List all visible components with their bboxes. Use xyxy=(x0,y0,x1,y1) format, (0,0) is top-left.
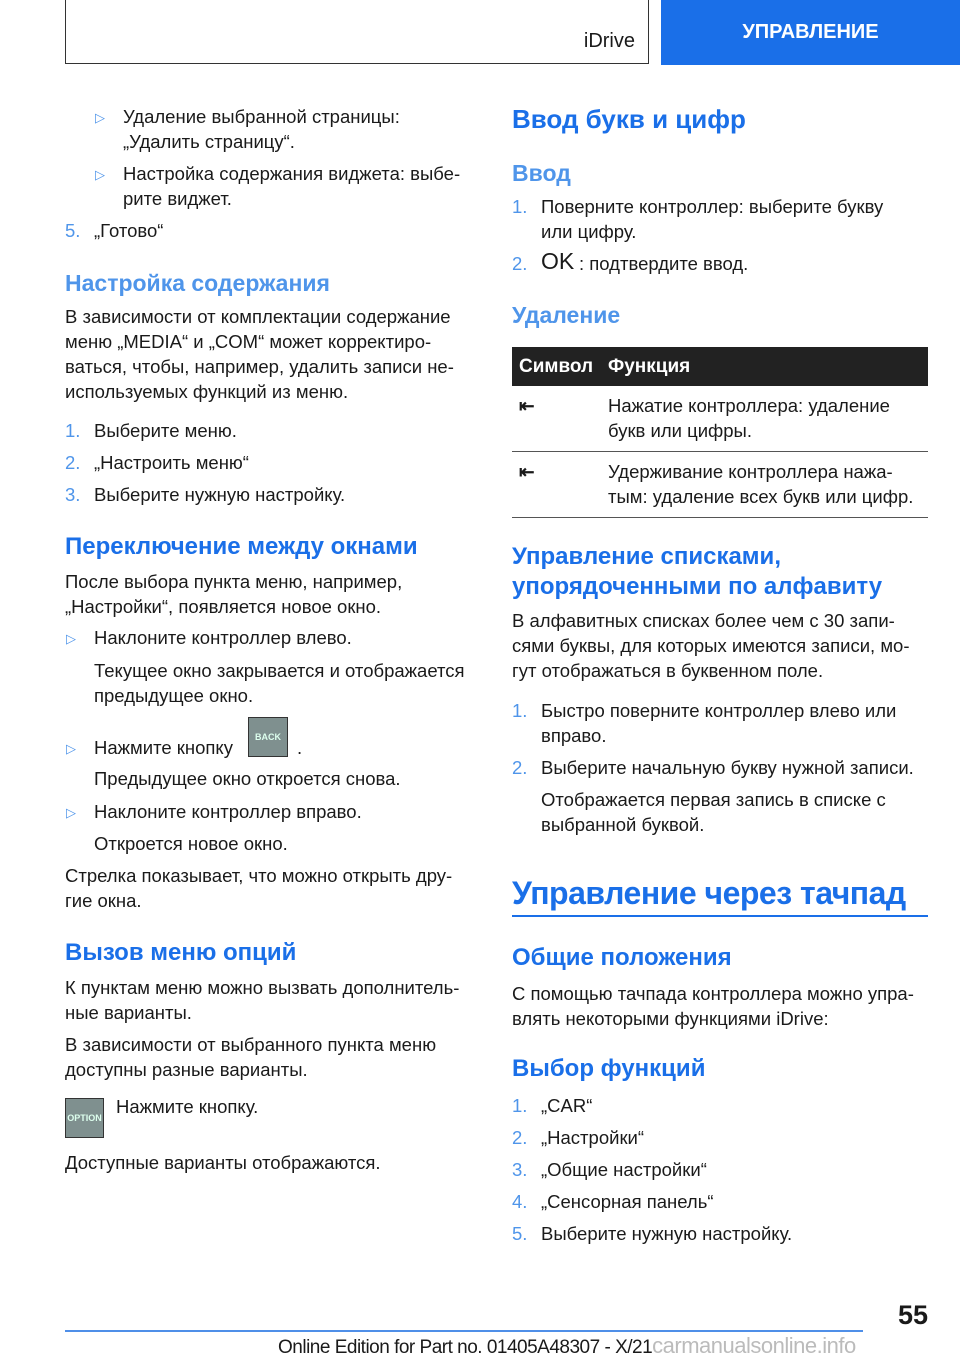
header-chapter: УПРАВЛЕНИЕ xyxy=(661,0,960,65)
step-text: Выберите меню. xyxy=(94,420,237,441)
bullet-text: Удаление выбранной страницы: „Удалить страницу“. xyxy=(123,106,400,152)
section-heading: Вызов меню опций xyxy=(65,939,297,966)
footer-rule xyxy=(65,1330,863,1332)
step-number: 5. xyxy=(65,220,81,241)
header-box xyxy=(65,0,649,64)
step-number: 2. xyxy=(512,1127,528,1148)
option-button-icon: OPTION xyxy=(65,1098,104,1138)
step-number: 5. xyxy=(512,1223,528,1244)
table-row xyxy=(512,452,928,518)
step-number: 4. xyxy=(512,1191,528,1212)
step-text: „Готово“ xyxy=(94,220,164,241)
step-text: Выберите нужную настройку. xyxy=(94,484,346,505)
step-number: 2. xyxy=(512,757,528,778)
section-heading: Переключение между окнами xyxy=(65,533,418,560)
bullet-text: Настройка содержания виджета: выбе- рите виджет. xyxy=(123,163,461,209)
step-text: Быстро поверните контроллер влево или вправо. xyxy=(541,700,897,746)
paragraph: К пунктам меню можно вызвать дополнитель- ные варианты. xyxy=(65,977,460,1023)
bullet-icon: ▷ xyxy=(66,741,76,756)
table-header: Символ xyxy=(512,347,601,386)
step-text: „Сенсорная панель“ xyxy=(541,1191,714,1212)
paragraph: В зависимости от выбранного пункта меню доступны разные варианты. xyxy=(65,1034,437,1080)
step-text: Выберите начальную букву нужной записи. xyxy=(541,757,914,778)
header-section: iDrive xyxy=(583,30,635,52)
backspace-icon: ⇤ xyxy=(512,386,601,452)
step-text: Поверните контроллер: выберите букву или цифру. xyxy=(541,196,884,242)
ok-symbol: OK xyxy=(541,248,575,274)
step-text: „Настроить меню“ xyxy=(94,452,249,473)
result-text: Предыдущее окно откроется снова. xyxy=(94,768,401,789)
paragraph: В алфавитных списках более чем с 30 запи- сями буквы, для которых имеются записи, мо- гут отображаться в буквенном поле. xyxy=(512,610,910,681)
watermark: carmanualsonline.info xyxy=(652,1333,856,1358)
step-number: 2. xyxy=(65,452,81,473)
paragraph: С помощью тачпада контроллера можно упра- влять некоторыми функциями iDrive: xyxy=(512,983,914,1029)
step-number: 1. xyxy=(512,1095,528,1116)
backspace-icon: ⇤ xyxy=(512,452,601,518)
punctuation: . xyxy=(297,737,303,758)
step-text: „CAR“ xyxy=(541,1095,593,1116)
back-button-icon: BACK xyxy=(248,717,288,757)
bullet-icon: ▷ xyxy=(95,110,105,125)
bullet-icon: ▷ xyxy=(95,167,105,182)
step-text: Выберите нужную настройку. xyxy=(541,1223,793,1244)
subsection-heading: Удаление xyxy=(512,302,621,328)
section-heading: Настройка содержания xyxy=(65,270,330,296)
step-number: 1. xyxy=(512,196,528,217)
footer-text xyxy=(278,1333,856,1359)
chapter-heading: Управление через тачпад xyxy=(512,875,906,911)
step-text: : подтвердите ввод. xyxy=(579,253,749,274)
paragraph: В зависимости от комплектации содержание меню „MEDIA“ и „COM“ может корректиро- ваться, чтобы, например, удалить записи не- используемых функций из меню. xyxy=(65,306,454,402)
section-heading: Ввод букв и цифр xyxy=(512,104,746,134)
step-text: „Настройки“ xyxy=(541,1127,645,1148)
page-number: 55 xyxy=(897,1300,928,1330)
section-heading: Выбор функций xyxy=(512,1055,706,1082)
heading-rule xyxy=(512,915,928,917)
bullet-text: Наклоните контроллер влево. xyxy=(94,627,352,648)
edition-text: Online Edition for Part no. 01405A48307 - X/21 xyxy=(278,1337,653,1358)
step-number: 2. xyxy=(512,253,528,274)
section-heading: Управление списками, упорядоченными по алфавиту xyxy=(512,543,883,600)
result-text: Текущее окно закрывается и отображается предыдущее окно. xyxy=(94,660,465,706)
bullet-text: Нажмите кнопку xyxy=(94,737,233,758)
table-cell: Нажатие контроллера: удаление букв или цифры. xyxy=(601,386,928,452)
result-text: Откроется новое окно. xyxy=(94,833,288,854)
section-heading: Общие положения xyxy=(512,944,732,971)
bullet-icon: ▷ xyxy=(66,805,76,820)
table-cell: Удерживание контроллера нажа- тым: удаление всех букв или цифр. xyxy=(601,452,928,518)
step-number: 1. xyxy=(512,700,528,721)
instruction-text: Нажмите кнопку. xyxy=(116,1096,259,1117)
paragraph: Стрелка показывает, что можно открыть дру- гие окна. xyxy=(65,865,453,911)
result-text: Отображается первая запись в списке с выбранной буквой. xyxy=(541,789,886,835)
delete-table xyxy=(512,347,928,518)
step-number: 3. xyxy=(512,1159,528,1180)
table-row xyxy=(512,386,928,452)
paragraph: После выбора пункта меню, например, „Настройки“, появляется новое окно. xyxy=(65,571,403,617)
subsection-heading: Ввод xyxy=(512,160,571,186)
step-number: 3. xyxy=(65,484,81,505)
paragraph: Доступные варианты отображаются. xyxy=(65,1152,381,1173)
table-header: Функция xyxy=(601,347,928,386)
step-number: 1. xyxy=(65,420,81,441)
bullet-text: Наклоните контроллер вправо. xyxy=(94,801,362,822)
bullet-icon: ▷ xyxy=(66,631,76,646)
step-text: „Общие настройки“ xyxy=(541,1159,707,1180)
